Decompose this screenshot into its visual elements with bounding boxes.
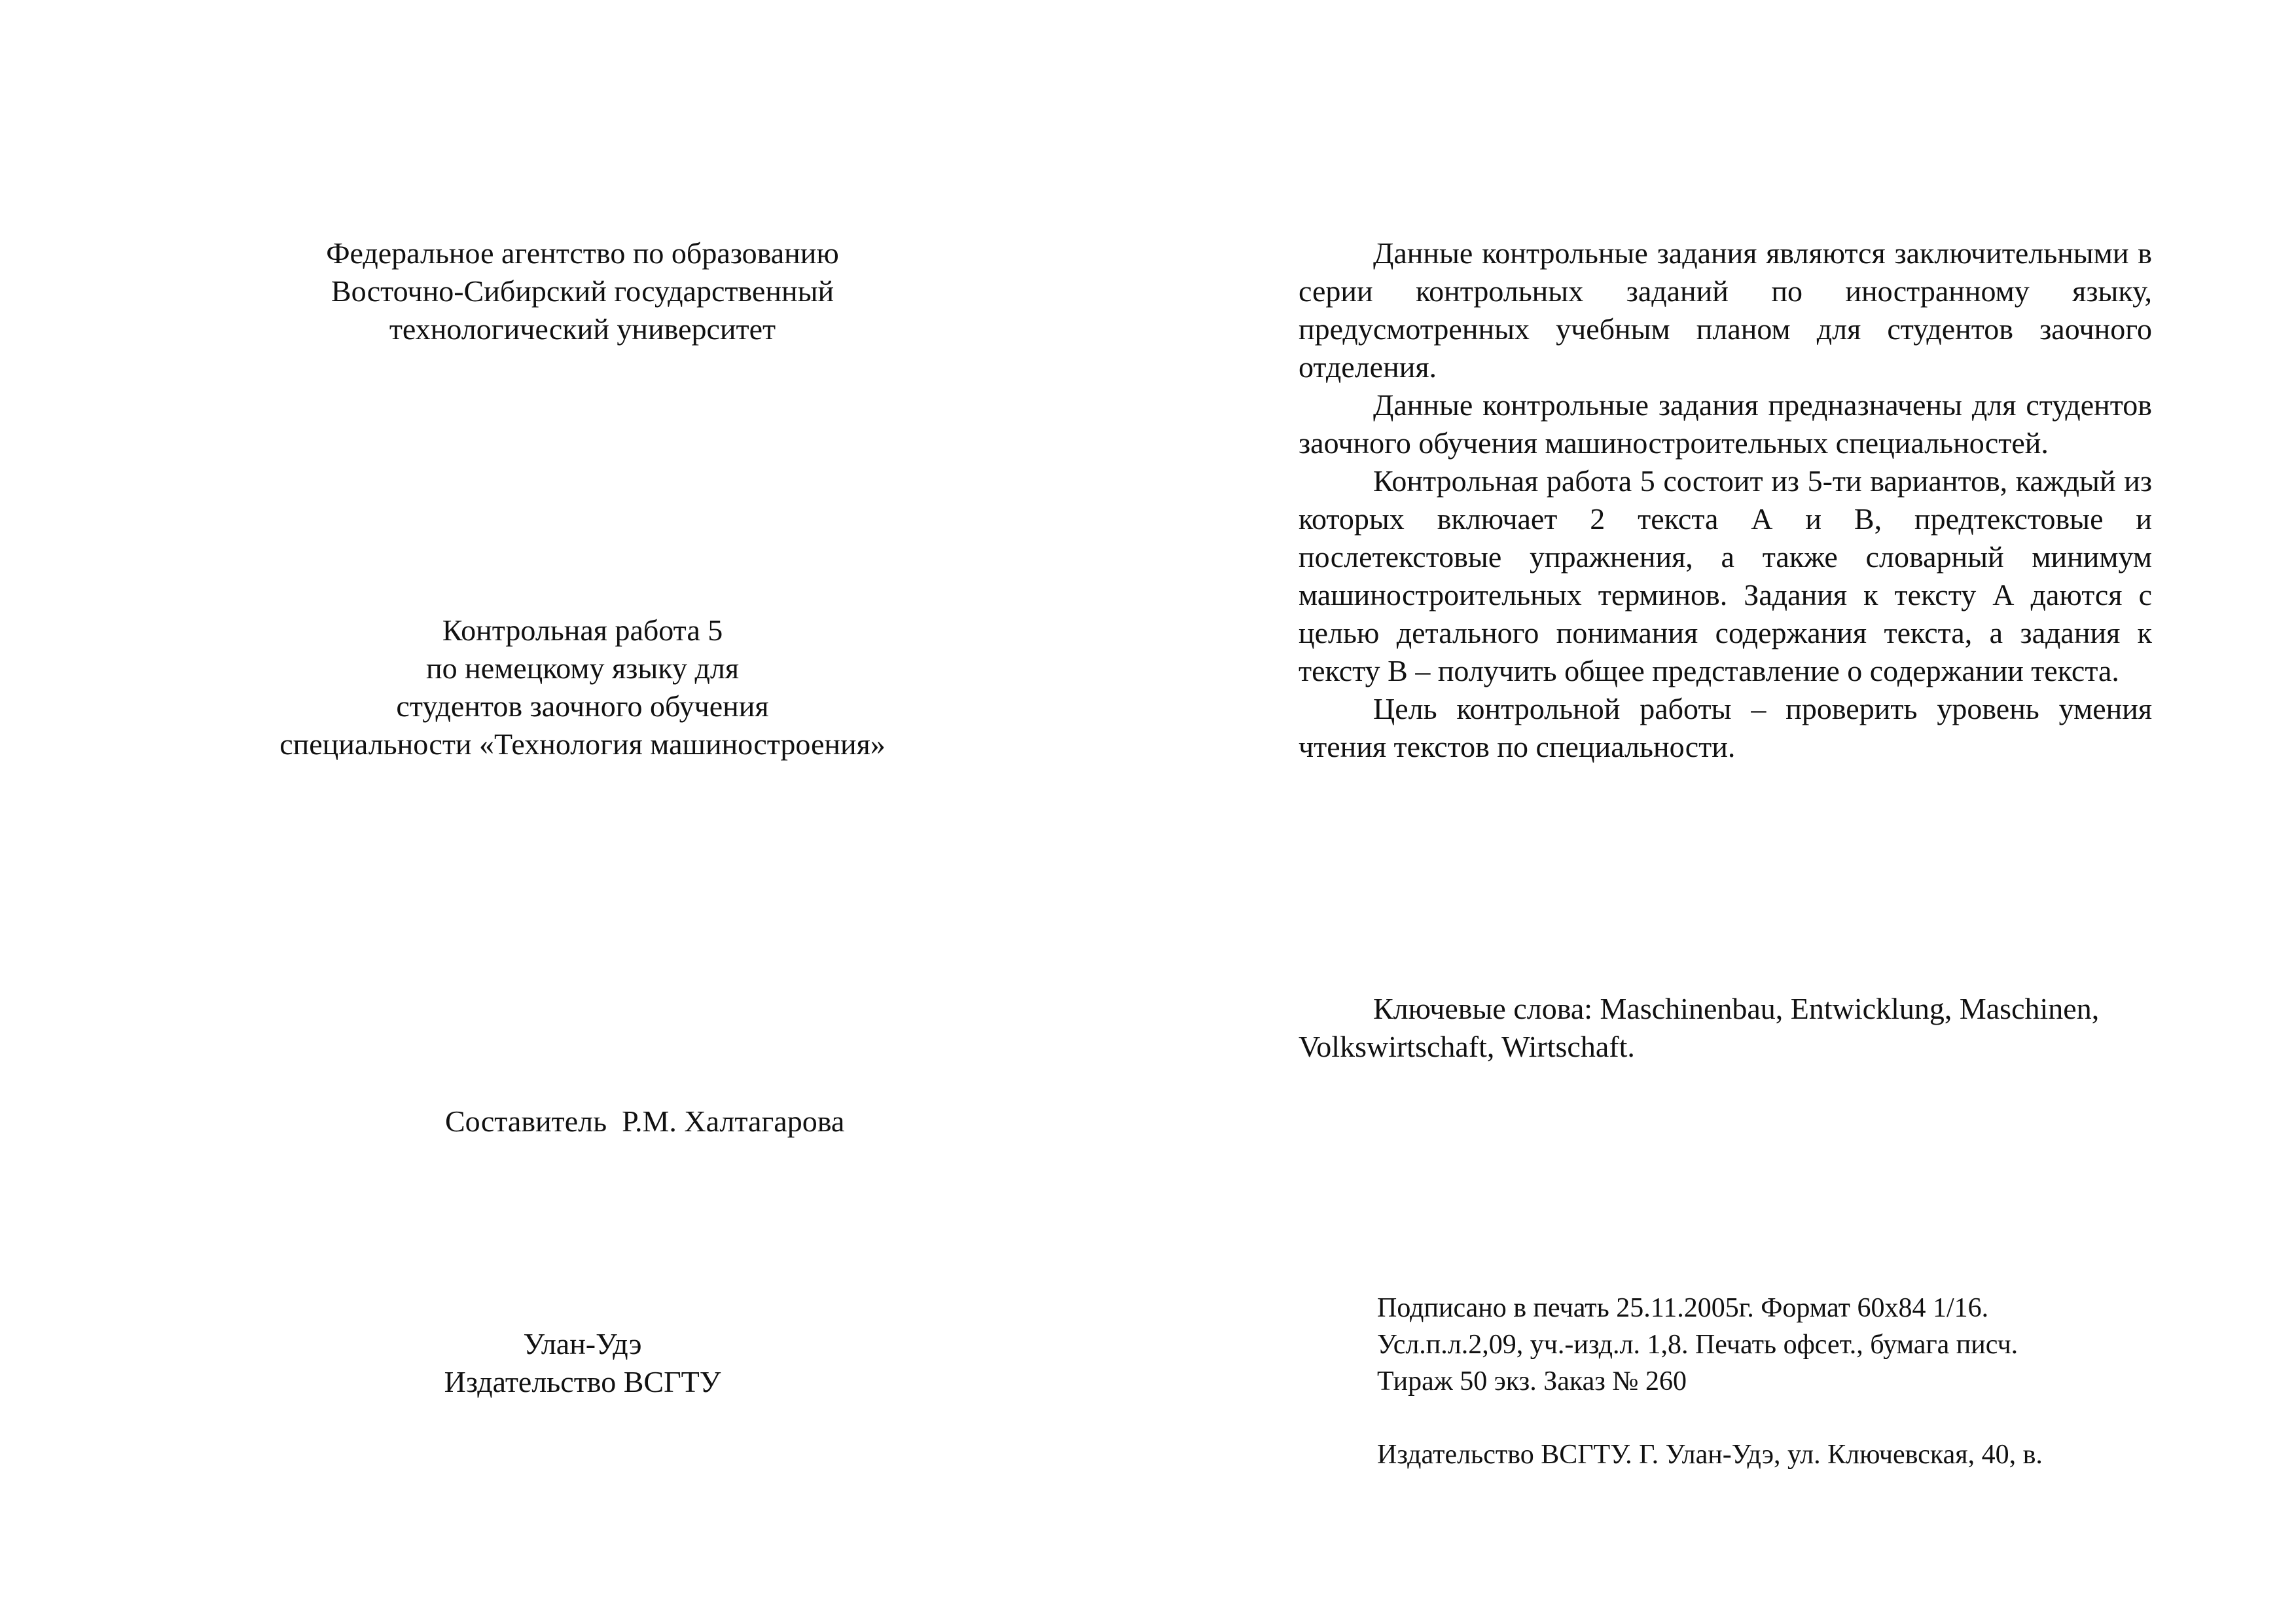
header-line-2: Восточно-Сибирский государственный	[331, 274, 834, 308]
imprint-line-1: Подписано в печать 25.11.2005г. Формат 60х84 1/16.	[1377, 1293, 1989, 1323]
publisher-city	[367, 1325, 798, 1401]
compiler-line	[445, 1103, 1034, 1140]
intro-paragraph: Данные контрольные задания предназначены для студентов заочного обучения машиностроительных специальностей.	[1299, 388, 2152, 460]
intro-paragraph: Цель контрольной работы – проверить уровень умения чтения текстов по специальности.	[1299, 692, 2152, 763]
introduction-text	[1299, 234, 2152, 766]
right-page	[1148, 0, 2296, 1623]
imprint-line-3: Тираж 50 экз. Заказ № 260	[1377, 1366, 1687, 1396]
keywords-block	[1299, 990, 2152, 1066]
institution-header	[196, 234, 969, 348]
keywords-text: Ключевые слова: Maschinenbau, Entwicklung, Maschinen, Volkswirtschaft, Wirtschaft.	[1299, 992, 2100, 1063]
publisher-line: Издательство ВСГТУ	[444, 1365, 721, 1398]
imprint-line-2: Усл.п.л.2,09, уч.-изд.л. 1,8. Печать офсет., бумага писч.	[1377, 1330, 2018, 1360]
imprint-block	[1377, 1290, 2162, 1473]
city-line: Улан-Удэ	[523, 1327, 642, 1360]
title-line-3: студентов заочного обучения	[396, 689, 769, 723]
intro-paragraph: Данные контрольные задания являются заключительными в серии контрольных заданий по иностранному языку, предусмотренных учебным планом для студентов заочного отделения.	[1299, 236, 2152, 384]
compiler-name: Р.М. Халтагарова	[622, 1104, 845, 1138]
title-line-1: Контрольная работа 5	[442, 613, 723, 647]
publisher-address: Издательство ВСГТУ. Г. Улан-Удэ, ул. Ключевская, 40, в.	[1377, 1440, 2043, 1470]
header-line-1: Федеральное агентство по образованию	[326, 236, 839, 270]
intro-paragraph: Контрольная работа 5 состоит из 5-ти вариантов, каждый из которых включает 2 текста А и В, предтекстовые и послетекстовые упражнения, а также словарный минимум машиностроительных терминов. Задания к тексту А даются с целью детального понимания содержания текста, а задания к тексту В – получить общее представление о содержании текста.	[1299, 464, 2152, 687]
title-line-2: по немецкому языку для	[426, 651, 739, 685]
compiler-label: Составитель	[445, 1104, 607, 1138]
document-title	[196, 611, 969, 763]
header-line-3: технологический университет	[389, 312, 776, 346]
title-line-4: специальности «Технология машиностроения»	[279, 727, 886, 761]
